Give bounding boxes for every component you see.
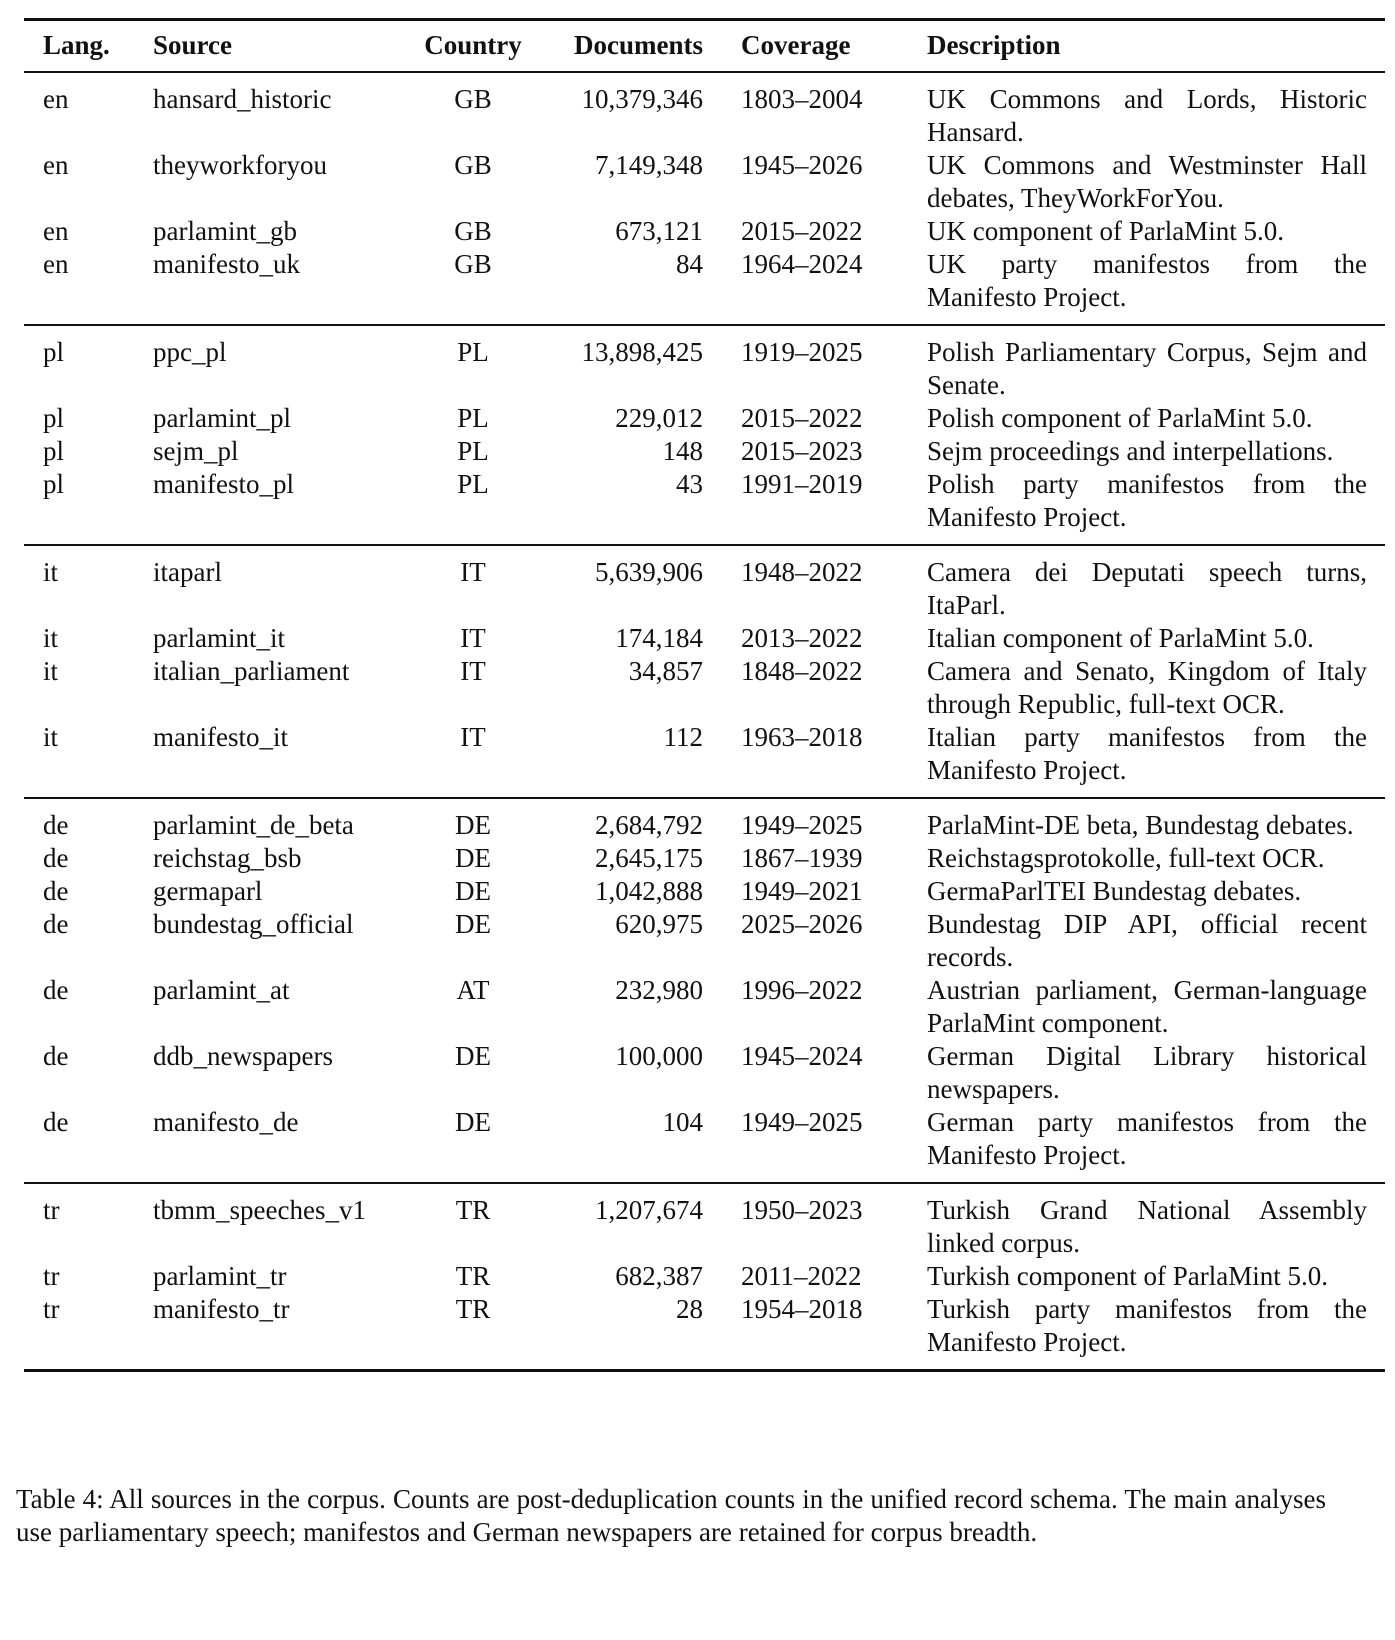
table-caption: Table 4: All sources in the corpus. Counts are post-deduplication counts in the unified record schema. The main analyses use parliamentary speech; manifestos and German newspapers are retained for corpus breadth. [16, 1484, 1326, 1547]
cell-country: DE [455, 909, 491, 939]
cell-source: manifesto_uk [153, 249, 300, 279]
cell-documents: 148 [662, 436, 703, 466]
cell-documents: 34,857 [628, 656, 703, 686]
table-row [24, 545, 1385, 622]
cell-documents: 5,639,906 [543, 545, 703, 622]
cell-source: parlamint_at [153, 975, 290, 1005]
cell-lang: de [43, 1107, 69, 1137]
cell-lang: pl [43, 469, 65, 499]
cell-coverage: 2011–2022 [741, 1261, 862, 1291]
header-source: Source [153, 20, 403, 73]
cell-country: GB [454, 216, 492, 246]
cell-coverage: 1963–2018 [741, 722, 863, 752]
cell-description: German party manifestos from the Manifesto Project. [927, 1107, 1367, 1170]
cell-source: parlamint_de_beta [153, 798, 403, 842]
cell-documents: 28 [543, 1293, 703, 1371]
header-documents: Documents [543, 20, 703, 73]
table-row [24, 402, 1385, 435]
cell-lang: en [43, 150, 69, 180]
cell-lang: pl [43, 436, 65, 466]
header-lang: Lang. [24, 20, 153, 73]
cell-documents: 620,975 [615, 909, 703, 939]
cell-source: manifesto_de [153, 1107, 299, 1137]
cell-documents: 1,207,674 [543, 1183, 703, 1260]
cell-lang: de [43, 876, 69, 906]
cell-description: Camera dei Deputati speech turns, ItaParl. [921, 545, 1385, 622]
cell-documents: 104 [662, 1107, 703, 1137]
cell-documents: 100,000 [615, 1041, 703, 1071]
table-row [24, 622, 1385, 655]
cell-description: ParlaMint-DE beta, Bundestag debates. [921, 798, 1385, 842]
cell-country: GB [454, 84, 492, 114]
cell-lang: en [43, 216, 69, 246]
cell-lang: pl [43, 403, 65, 433]
table-row [24, 1040, 1385, 1106]
table-group [24, 325, 1385, 545]
table-row [24, 248, 1385, 325]
cell-lang: en [43, 249, 69, 279]
cell-source: manifesto_tr [153, 1293, 403, 1371]
cell-country: PL [457, 436, 489, 466]
cell-source: manifesto_it [153, 722, 288, 752]
cell-source: hansard_historic [153, 84, 332, 114]
cell-country: PL [403, 325, 543, 402]
cell-country: PL [457, 469, 489, 499]
cell-coverage: 1945–2026 [741, 150, 863, 180]
table-row [24, 72, 1385, 149]
cell-coverage: 1867–1939 [741, 843, 863, 873]
header-row [24, 20, 1385, 73]
cell-description: Austrian parliament, German-language ParlaMint component. [927, 975, 1367, 1038]
cell-source: germaparl [153, 876, 263, 906]
cell-source: tbmm_speeches_v1 [153, 1183, 403, 1260]
cell-coverage: 1949–2025 [703, 798, 921, 842]
cell-description: UK Commons and Lords, Historic Hansard. [927, 84, 1367, 147]
cell-lang: en [43, 84, 69, 114]
cell-country: DE [403, 798, 543, 842]
cell-coverage: 1803–2004 [741, 84, 863, 114]
cell-source: ppc_pl [153, 325, 403, 402]
cell-coverage: 1954–2018 [703, 1293, 921, 1371]
table-header [24, 20, 1385, 73]
cell-description: Reichstagsprotokolle, full-text OCR. [927, 843, 1325, 873]
cell-country: PL [457, 403, 489, 433]
table-row [24, 1260, 1385, 1293]
table-group [24, 1183, 1385, 1371]
cell-description: UK Commons and Westminster Hall debates, TheyWorkForYou. [927, 150, 1367, 213]
table-group [24, 798, 1385, 1183]
cell-source: manifesto_pl [153, 469, 294, 499]
cell-description: Polish party manifestos from the Manifesto Project. [927, 469, 1367, 532]
cell-lang: tr [24, 1183, 153, 1260]
cell-documents: 1,042,888 [595, 876, 703, 906]
table-row [24, 215, 1385, 248]
cell-coverage: 2013–2022 [741, 623, 863, 653]
table-row [24, 149, 1385, 215]
cell-description: Polish component of ParlaMint 5.0. [927, 403, 1313, 433]
cell-source: parlamint_gb [153, 216, 297, 246]
cell-documents: 2,684,792 [543, 798, 703, 842]
table-row [24, 325, 1385, 402]
table-group [24, 72, 1385, 325]
cell-country: IT [403, 545, 543, 622]
table-row [24, 1183, 1385, 1260]
cell-country: GB [454, 249, 492, 279]
cell-coverage: 1950–2023 [703, 1183, 921, 1260]
header-description: Description [921, 20, 1385, 73]
cell-source: bundestag_official [153, 909, 354, 939]
cell-source: theyworkforyou [153, 150, 327, 180]
cell-description: UK party manifestos from the Manifesto Project. [927, 249, 1367, 312]
cell-lang: pl [24, 325, 153, 402]
table-group [24, 545, 1385, 798]
sources-table [24, 18, 1385, 1372]
cell-documents: 174,184 [615, 623, 703, 653]
cell-source: italian_parliament [153, 656, 350, 686]
cell-documents: 7,149,348 [595, 150, 703, 180]
cell-country: TR [403, 1293, 543, 1371]
cell-lang: it [43, 623, 59, 653]
cell-description: Italian party manifestos from the Manifesto Project. [927, 722, 1367, 785]
cell-lang: it [43, 656, 59, 686]
cell-documents: 84 [676, 249, 703, 279]
cell-source: ddb_newspapers [153, 1041, 333, 1071]
cell-coverage: 1919–2025 [703, 325, 921, 402]
table-row [24, 798, 1385, 842]
cell-country: IT [460, 623, 486, 653]
cell-description: Camera and Senato, Kingdom of Italy through Republic, full-text OCR. [927, 656, 1367, 719]
cell-lang: de [24, 798, 153, 842]
cell-description: Turkish Grand National Assembly linked corpus. [921, 1183, 1385, 1260]
cell-source: itaparl [153, 545, 403, 622]
cell-country: DE [455, 1107, 491, 1137]
cell-coverage: 1948–2022 [703, 545, 921, 622]
header-coverage: Coverage [703, 20, 921, 73]
cell-coverage: 2015–2022 [741, 216, 863, 246]
header-country: Country [403, 20, 543, 73]
cell-lang: de [43, 975, 69, 1005]
table-row [24, 435, 1385, 468]
cell-documents: 229,012 [615, 403, 703, 433]
cell-country: AT [456, 975, 490, 1005]
cell-description: Italian component of ParlaMint 5.0. [927, 623, 1314, 653]
cell-coverage: 1964–2024 [741, 249, 863, 279]
cell-documents: 13,898,425 [543, 325, 703, 402]
cell-description: Polish Parliamentary Corpus, Sejm and Senate. [921, 325, 1385, 402]
cell-source: parlamint_it [153, 623, 285, 653]
table-row [24, 974, 1385, 1040]
cell-coverage: 1949–2025 [741, 1107, 863, 1137]
cell-country: DE [455, 1041, 491, 1071]
cell-lang: de [43, 843, 69, 873]
table-row [24, 842, 1385, 875]
cell-description: German Digital Library historical newspapers. [927, 1041, 1367, 1104]
table-row [24, 908, 1385, 974]
cell-country: IT [460, 722, 486, 752]
cell-coverage: 2015–2023 [741, 436, 863, 466]
table-row [24, 468, 1385, 545]
cell-documents: 112 [663, 722, 703, 752]
table-row [24, 1106, 1385, 1183]
cell-description: GermaParlTEI Bundestag debates. [927, 876, 1302, 906]
cell-documents: 10,379,346 [581, 84, 703, 114]
cell-description: UK component of ParlaMint 5.0. [927, 216, 1284, 246]
cell-country: IT [460, 656, 486, 686]
cell-country: GB [454, 150, 492, 180]
cell-coverage: 1949–2021 [741, 876, 863, 906]
cell-source: parlamint_pl [153, 403, 291, 433]
cell-source: sejm_pl [153, 436, 239, 466]
cell-source: reichstag_bsb [153, 843, 302, 873]
cell-lang: tr [24, 1293, 153, 1371]
cell-documents: 2,645,175 [595, 843, 703, 873]
cell-description: Turkish party manifestos from the Manifesto Project. [921, 1293, 1385, 1371]
cell-coverage: 1996–2022 [741, 975, 863, 1005]
cell-coverage: 2015–2022 [741, 403, 863, 433]
cell-documents: 673,121 [615, 216, 703, 246]
cell-lang: de [43, 909, 69, 939]
cell-documents: 43 [676, 469, 703, 499]
cell-coverage: 1991–2019 [741, 469, 863, 499]
cell-coverage: 1945–2024 [741, 1041, 863, 1071]
cell-country: DE [455, 843, 491, 873]
table-row [24, 1293, 1385, 1371]
cell-description: Turkish component of ParlaMint 5.0. [927, 1261, 1328, 1291]
cell-description: Bundestag DIP API, official recent records. [927, 909, 1367, 972]
table-row [24, 721, 1385, 798]
table-row [24, 875, 1385, 908]
cell-description: Sejm proceedings and interpellations. [927, 436, 1334, 466]
cell-documents: 232,980 [615, 975, 703, 1005]
cell-lang: it [43, 722, 59, 752]
cell-coverage: 1848–2022 [741, 656, 863, 686]
table-row [24, 655, 1385, 721]
cell-documents: 682,387 [615, 1261, 703, 1291]
cell-lang: it [24, 545, 153, 622]
cell-coverage: 2025–2026 [741, 909, 863, 939]
cell-lang: tr [43, 1261, 60, 1291]
cell-country: TR [455, 1261, 491, 1291]
cell-country: DE [455, 876, 491, 906]
cell-source: parlamint_tr [153, 1261, 287, 1291]
cell-lang: de [43, 1041, 69, 1071]
cell-country: TR [403, 1183, 543, 1260]
